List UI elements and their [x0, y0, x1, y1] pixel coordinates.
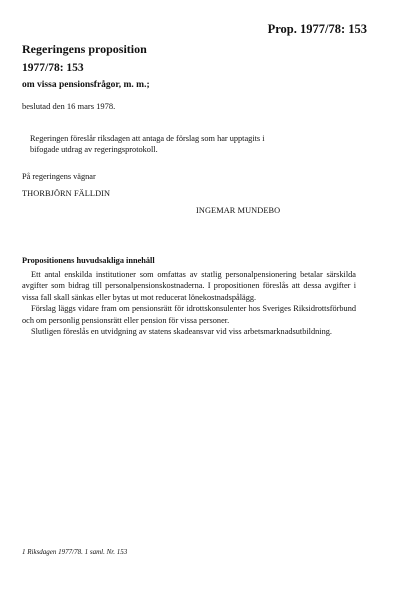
- prime-minister-signature: THORBJÖRN FÄLLDIN: [22, 189, 111, 198]
- document-title: Regeringens proposition: [22, 42, 147, 56]
- summary-heading: Propositionens huvudsakliga innehåll: [22, 256, 155, 265]
- summary-paragraph: Förslag läggs vidare fram om pensionsrätt för idrottskonsulenter hos Sveriges Riksidrottsförbund och om personlig pensionsrätt eller pension för vissa personer.: [22, 304, 356, 325]
- intro-line-1: Regeringen föreslår riksdagen att antaga de förslag som har upptagits i: [30, 134, 265, 143]
- intro-text: [30, 133, 352, 155]
- summary-body: [22, 269, 356, 337]
- page-footnote: 1 Riksdagen 1977/78. 1 saml. Nr. 153: [22, 548, 128, 556]
- decision-date: beslutad den 16 mars 1978.: [22, 101, 116, 111]
- intro-line-2: bifogade utdrag av regeringsprotokoll.: [30, 145, 158, 154]
- proposition-reference: Prop. 1977/78: 153: [267, 22, 367, 36]
- minister-signature: INGEMAR MUNDEBO: [196, 206, 281, 215]
- summary-paragraph: Slutligen föreslås en utvidgning av statens skadeansvar vid viss arbetsmarknadsutbildning.: [31, 327, 332, 337]
- summary-paragraph: Ett antal enskilda institutioner som omfattas av statlig personalpensionering betalar särskilda avgifter som bidrag till personalpensionskostnaderna. I propositionen föreslås att dessa avgifter i vissa fall skall sänkas eller bytas ut mot reducerat lönekostnadspålägg.: [22, 270, 356, 302]
- on-behalf-line: På regeringens vägnar: [22, 172, 96, 181]
- proposition-subject: om vissa pensionsfrågor, m. m.;: [22, 80, 150, 90]
- proposition-number: 1977/78: 153: [22, 62, 84, 74]
